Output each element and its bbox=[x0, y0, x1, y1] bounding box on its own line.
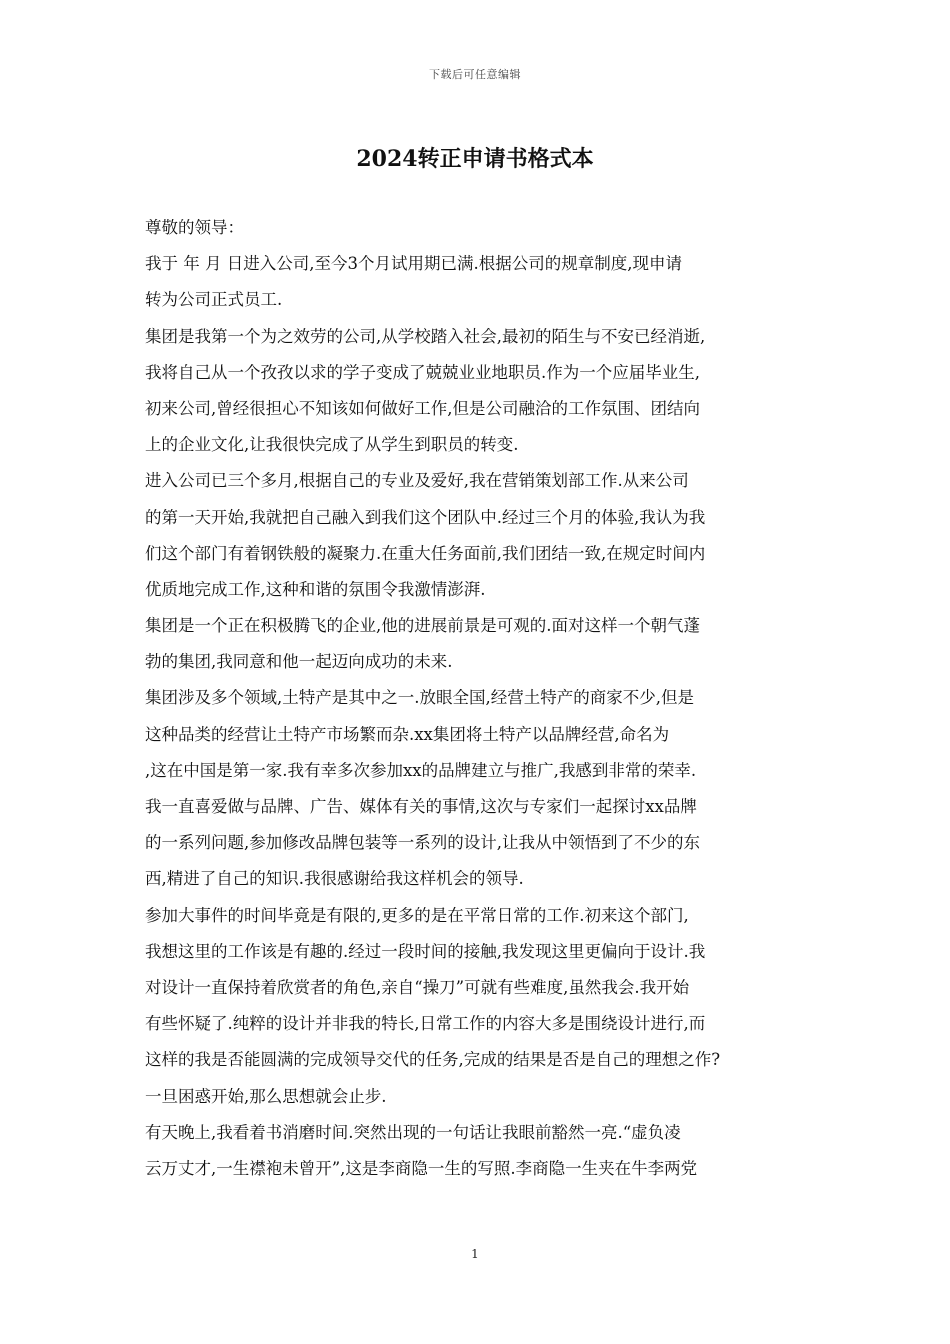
body-line: 参加大事件的时间毕竟是有限的,更多的是在平常日常的工作.初来这个部门, bbox=[145, 905, 689, 925]
body-line: 转为公司正式员工. bbox=[145, 290, 283, 310]
body-line: 这种品类的经营让土特产市场繁而杂.xx集团将土特产以品牌经营,命名为 bbox=[145, 724, 670, 744]
body-line: 初来公司,曾经很担心不知该如何做好工作,但是公司融洽的工作氛围、团结向 bbox=[145, 398, 700, 418]
header-note: 下载后可任意编辑 bbox=[429, 68, 521, 81]
body-line: 西,精进了自己的知识.我很感谢给我这样机会的领导. bbox=[145, 869, 524, 889]
body-line: 上的企业文化,让我很快完成了从学生到职员的转变. bbox=[145, 435, 519, 455]
body-line: 我于 年 月 日进入公司,至今3个月试用期已满.根据公司的规章制度,现申请 bbox=[145, 254, 682, 274]
body-line: 们这个部门有着钢铁般的凝聚力.在重大任务面前,我们团结一致,在规定时间内 bbox=[145, 543, 706, 563]
body-line: ,这在中国是第一家.我有幸多次参加xx的品牌建立与推广,我感到非常的荣幸. bbox=[145, 760, 697, 780]
body-line: 的一系列问题,参加修改品牌包装等一系列的设计,让我从中领悟到了不少的东 bbox=[145, 833, 700, 853]
document-title: 2024转正申请书格式本 bbox=[356, 146, 594, 172]
body-line: 这样的我是否能圆满的完成领导交代的任务,完成的结果是否是自己的理想之作? bbox=[145, 1050, 721, 1070]
body-line: 有些怀疑了.纯粹的设计并非我的特长,日常工作的内容大多是围绕设计进行,而 bbox=[145, 1014, 706, 1034]
body-line: 的第一天开始,我就把自己融入到我们这个团队中.经过三个月的体验,我认为我 bbox=[145, 507, 706, 527]
body-line: 有天晚上,我看着书消磨时间.突然出现的一句话让我眼前豁然一亮.“虚负凌 bbox=[145, 1122, 681, 1142]
body-line: 我一直喜爱做与品牌、广告、媒体有关的事情,这次与专家们一起探讨xx品牌 bbox=[145, 797, 697, 816]
body-line: 一旦困惑开始,那么思想就会止步. bbox=[145, 1086, 387, 1106]
body-line: 对设计一直保持着欣赏者的角色,亲自“操刀”可就有些难度,虽然我会.我开始 bbox=[145, 977, 690, 997]
document-body bbox=[145, 210, 813, 1187]
body-line: 集团是一个正在积极腾飞的企业,他的进展前景是可观的.面对这样一个朝气蓬 bbox=[145, 616, 700, 636]
body-line: 我想这里的工作该是有趣的.经过一段时间的接触,我发现这里更偏向于设计.我 bbox=[145, 941, 706, 961]
body-line: 勃的集团,我同意和他一起迈向成功的未来. bbox=[145, 652, 453, 672]
body-line: 进入公司已三个多月,根据自己的专业及爱好,我在营销策划部工作.从来公司 bbox=[145, 471, 689, 491]
body-line: 云万丈才,一生襟袍未曾开”,这是李商隐一生的写照.李商隐一生夹在牛李两党 bbox=[145, 1158, 698, 1178]
body-line: 优质地完成工作,这种和谐的氛围令我激情澎湃. bbox=[145, 579, 486, 599]
salutation-line: 尊敬的领导： bbox=[145, 218, 244, 237]
body-line: 集团是我第一个为之效劳的公司,从学校踏入社会,最初的陌生与不安已经消逝, bbox=[145, 326, 706, 346]
page-number: 1 bbox=[471, 1247, 479, 1261]
body-line: 集团涉及多个领域,土特产是其中之一.放眼全国,经营土特产的商家不少,但是 bbox=[145, 688, 694, 708]
body-line: 我将自己从一个孜孜以求的学子变成了兢兢业业地职员.作为一个应届毕业生, bbox=[145, 362, 700, 382]
